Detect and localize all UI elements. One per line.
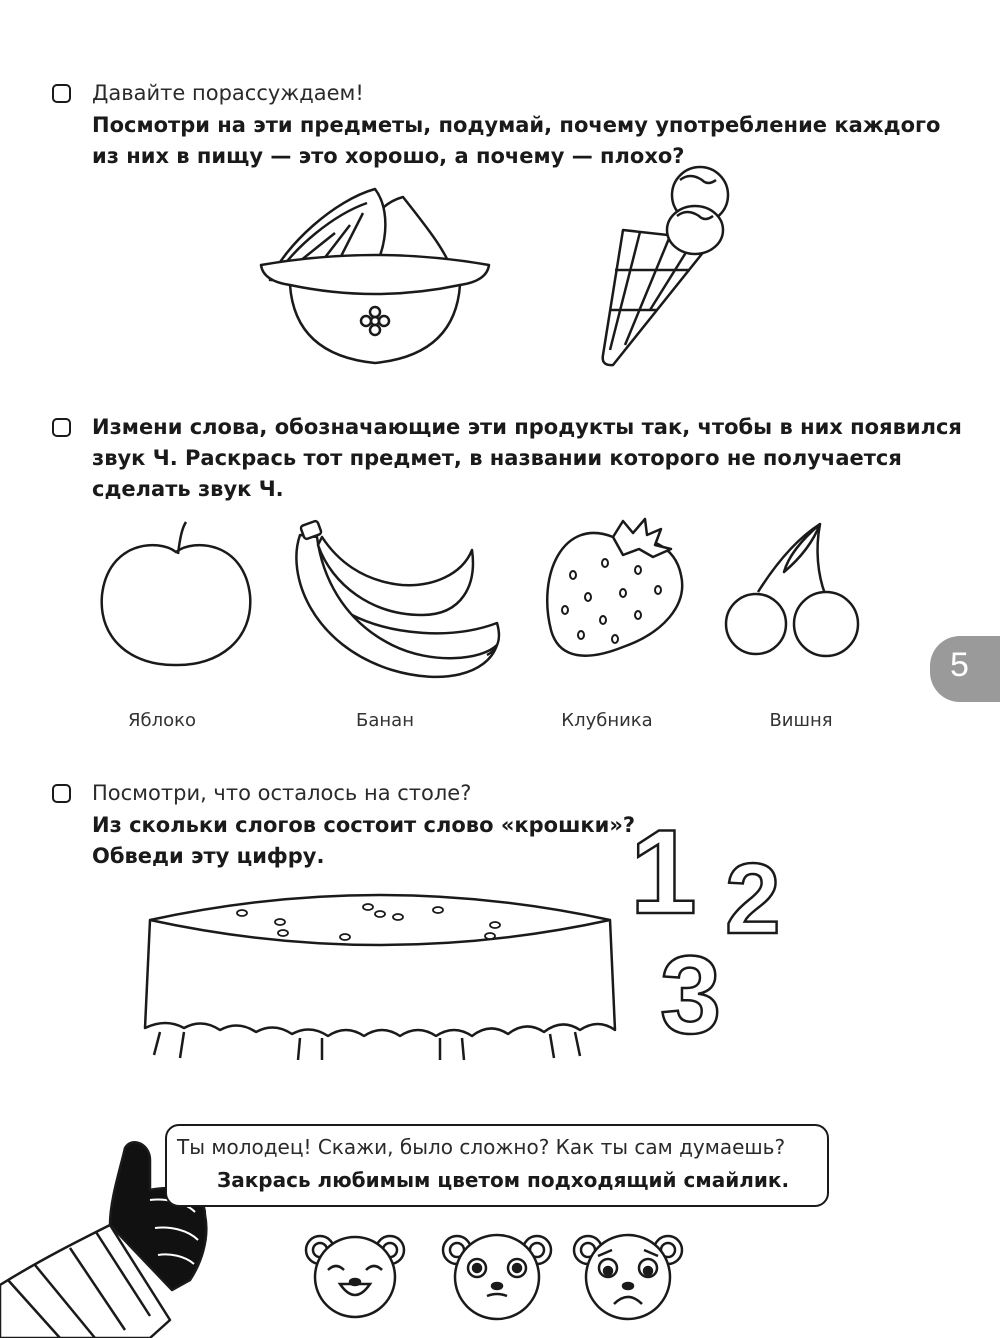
neutral-face-icon[interactable] [437,1222,557,1322]
sad-face-icon[interactable] [568,1222,688,1322]
fruit-label-strawberry: Клубника [561,710,653,731]
task-1-question-line-2: из них в пищу — это хорошо, а почему — плохо? [92,144,685,168]
task-1-checkbox[interactable] [52,84,71,103]
fruit-label-apple: Яблоко [127,710,196,731]
feedback-line-1: Ты молодец! Скажи, было сложно? Как ты сам думаешь? [177,1135,786,1159]
strawberry-icon [543,515,688,665]
task-3-line-2: Обведи эту цифру. [92,844,325,868]
fruit-label-cherry: Вишня [769,710,833,731]
fruit-bowl-icon [255,185,495,370]
task-1-intro: Давайте порассуждаем! [92,81,364,105]
task-2-line-3: сделать звук Ч. [92,477,284,501]
fruit-label-banana: Банан [356,710,414,731]
task-3-line-1: Из скольки слогов состоит слово «крошки»? [92,813,636,837]
digit-2[interactable]: 2 [725,843,781,955]
apple-icon [98,520,258,670]
ice-cream-icon [595,160,735,370]
digits-outline-icon [630,805,810,1057]
banana-icon [282,515,522,685]
digit-3[interactable]: 3 [660,934,722,1057]
task-2-line-1: Измени слова, обозначающие эти продукты так, чтобы в них появился [92,415,962,439]
feedback-bubble [165,1124,829,1207]
page-number-tab [930,636,1000,702]
feedback-line-2: Закрась любимым цветом подходящий смайлик. [217,1168,790,1192]
cherry-icon [720,520,865,655]
page-number: 5 [950,646,969,684]
digit-1[interactable]: 1 [630,805,697,939]
table-with-crumbs-icon [140,880,620,1060]
task-3-intro: Посмотри, что осталось на столе? [92,781,472,805]
happy-face-icon[interactable] [300,1222,410,1322]
task-1-question-line-1: Посмотри на эти предметы, подумай, почему употребление каждого [92,113,941,137]
task-2-line-2: звук Ч. Раскрась тот предмет, в названии которого не получается [92,446,902,470]
task-3-checkbox[interactable] [52,784,71,803]
task-2-checkbox[interactable] [52,418,71,437]
